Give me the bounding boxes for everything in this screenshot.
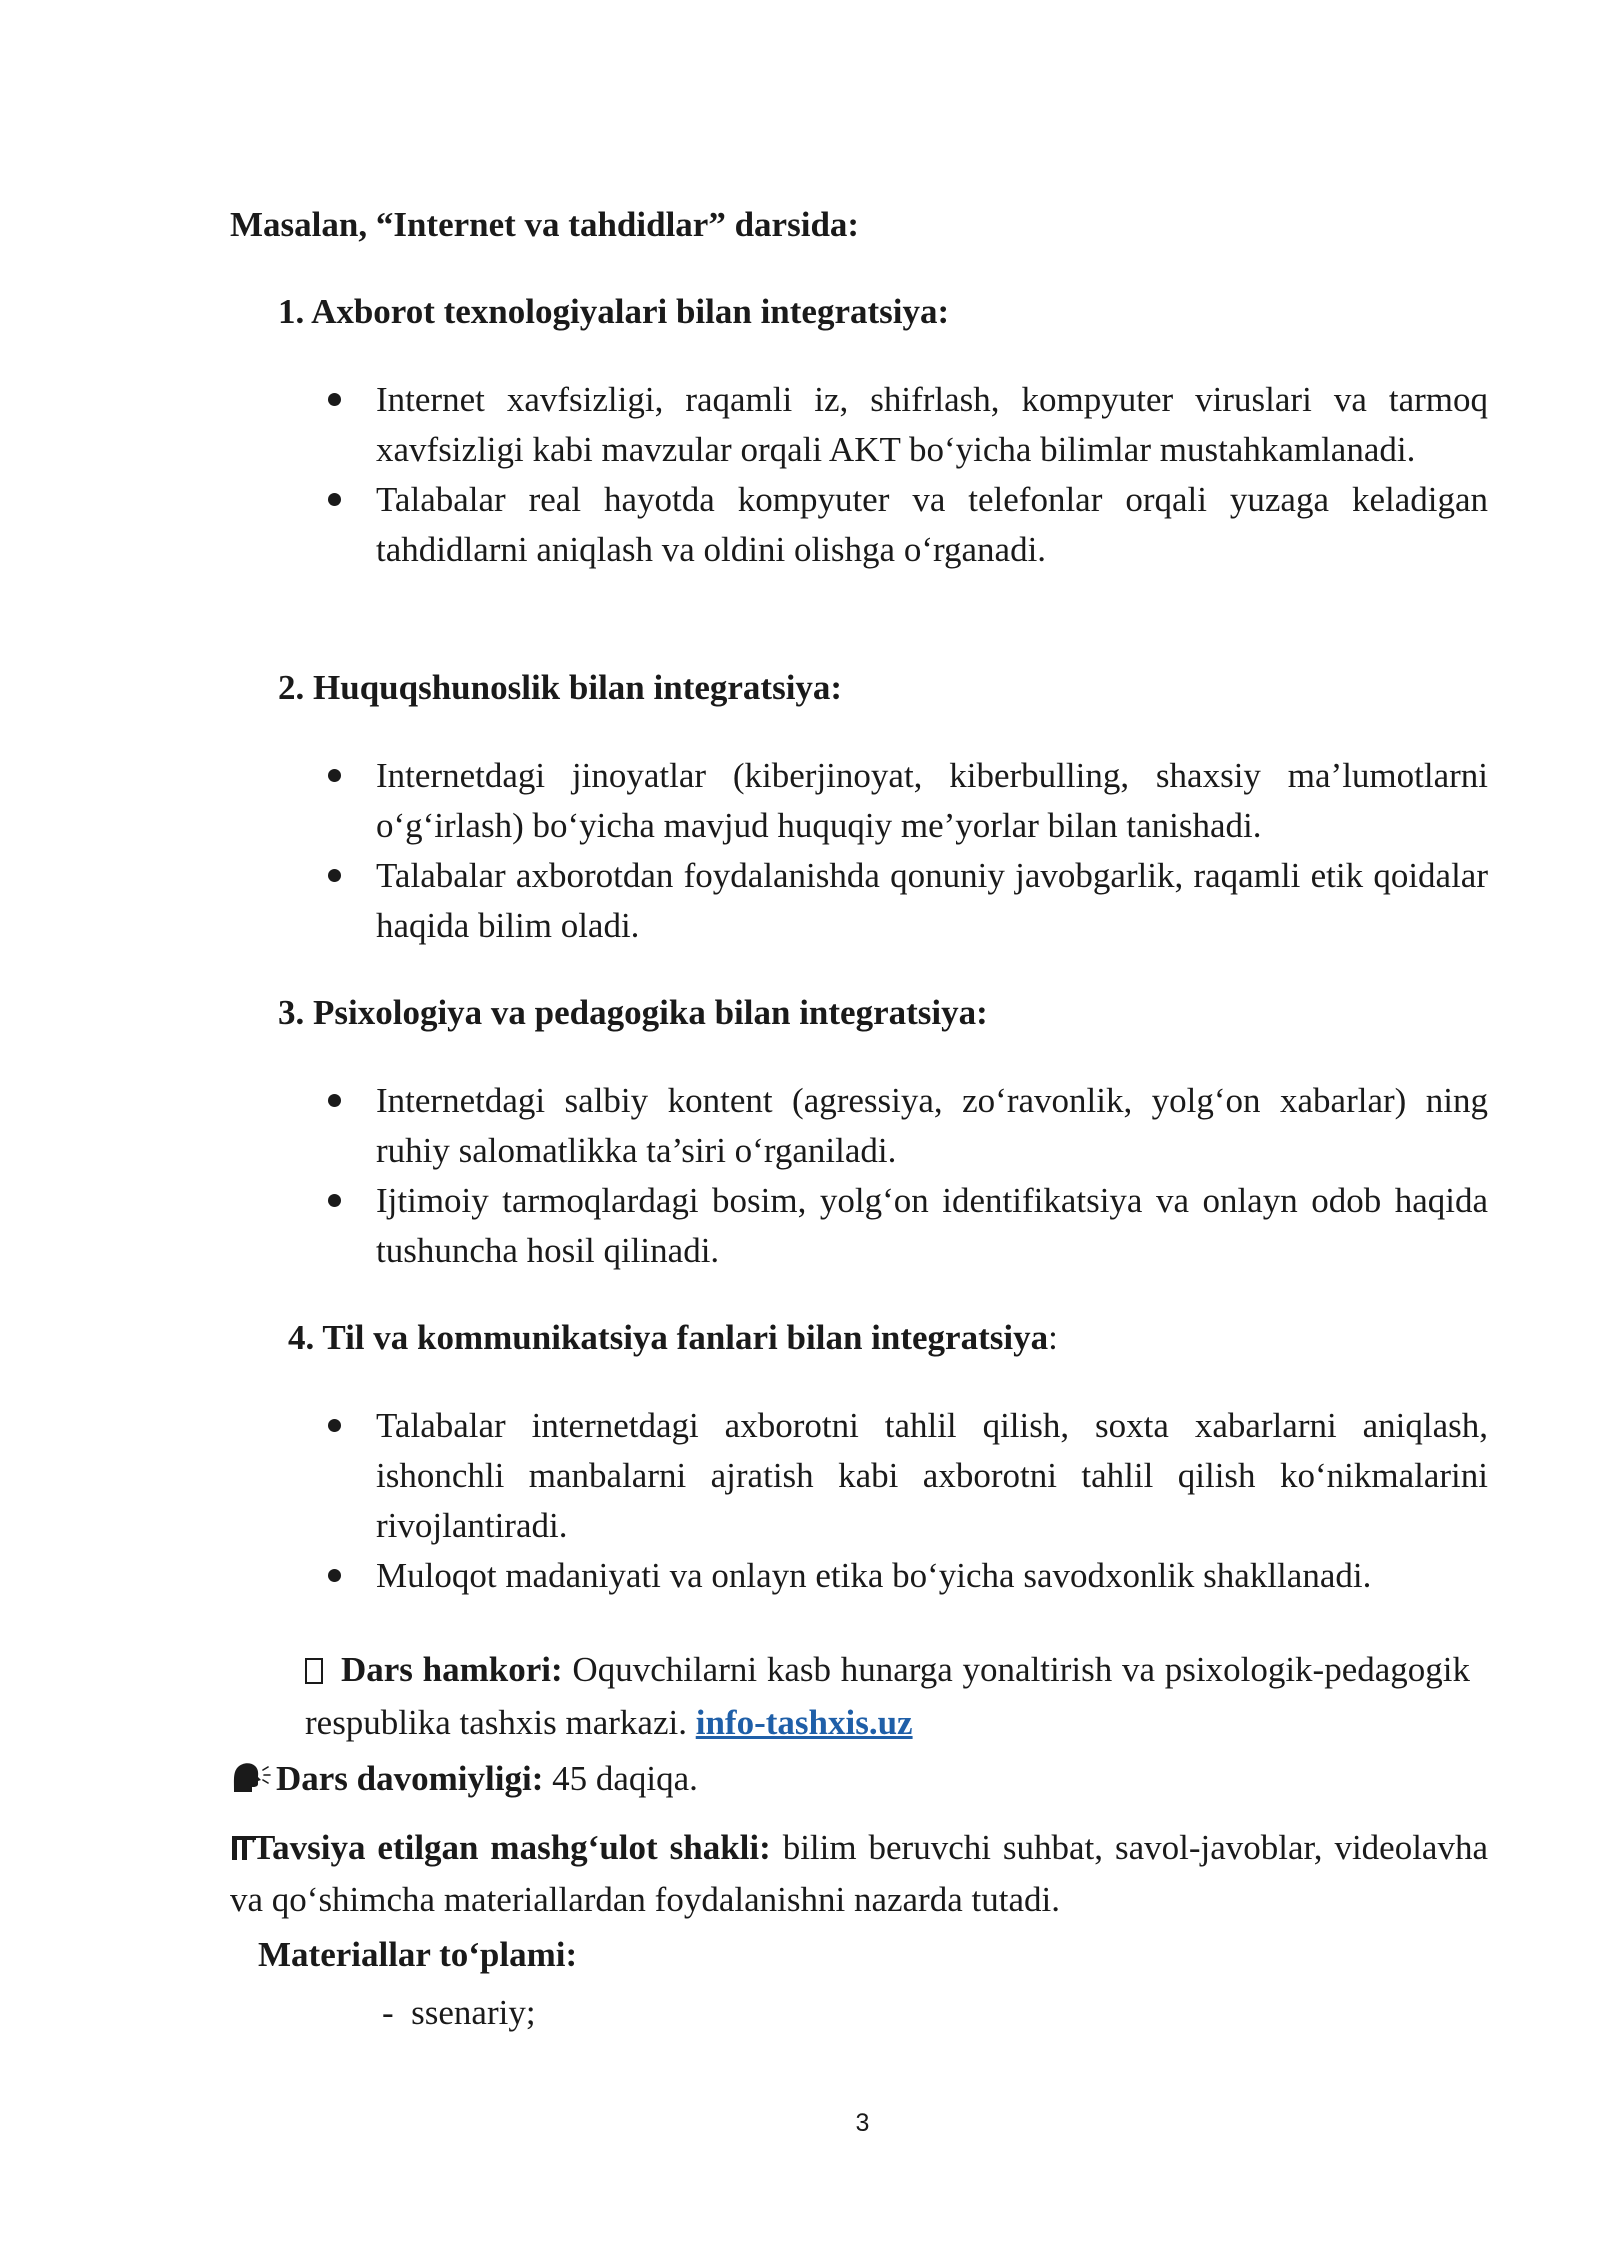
list-item bbox=[230, 1076, 1488, 1176]
materials-heading: Materiallar to‘plami: bbox=[258, 1935, 578, 1974]
section-heading bbox=[230, 1313, 1488, 1363]
section-heading: 2. Huquqshunoslik bilan integratsiya: bbox=[278, 668, 843, 707]
recommended-format bbox=[230, 1822, 1488, 1926]
duration-label: Dars davomiyligi: bbox=[276, 1759, 544, 1798]
section-heading-colon: : bbox=[1048, 1318, 1058, 1357]
list-item bbox=[230, 475, 1488, 575]
bullet-icon bbox=[328, 393, 341, 406]
list-item bbox=[230, 851, 1488, 951]
list-item-text: Muloqot madaniyati va onlayn etika bo‘yicha savodxonlik shakllanadi. bbox=[376, 1556, 1372, 1595]
bullet-icon bbox=[328, 1094, 341, 1107]
section-law-integration bbox=[230, 663, 1488, 951]
section-psychology-integration bbox=[230, 988, 1488, 1276]
list-item-text: Talabalar real hayotda kompyuter va telefonlar orqali yuzaga keladigan tahdidlarni aniqlash va oldini olishga o‘rganadi. bbox=[376, 480, 1488, 569]
materials-list-item bbox=[382, 1988, 536, 2038]
bullet-icon bbox=[328, 1194, 341, 1207]
bullet-list bbox=[230, 1401, 1488, 1601]
list-item-text: Internetdagi salbiy kontent (agressiya, zo‘ravonlik, yolg‘on xabarlar) ning ruhiy salomatlikka ta’siri o‘rganiladi. bbox=[376, 1081, 1488, 1170]
recommend-text: bilim beruvchi suhbat, savol-javoblar, videolavha va qo‘shimcha materiallardan foydalanishni nazarda tutadi. bbox=[230, 1828, 1488, 1919]
bullet-list bbox=[230, 375, 1488, 575]
speaking-head-icon bbox=[230, 1760, 276, 1794]
section-heading-text: 4. Til va kommunikatsiya fanlari bilan integratsiya bbox=[288, 1318, 1049, 1357]
list-item-text: Internetdagi jinoyatlar (kiberjinoyat, kiberbulling, shaxsiy ma’lumotlarni o‘g‘irlash) bo‘yicha mavjud huquqiy me’yorlar bilan tanishadi. bbox=[376, 756, 1488, 845]
partner-label: Dars hamkori: bbox=[341, 1650, 563, 1689]
intro-heading: Masalan, “Internet va tahdidlar” darsida: bbox=[230, 205, 860, 244]
lesson-duration bbox=[230, 1754, 698, 1804]
list-item bbox=[230, 375, 1488, 475]
bullet-list bbox=[230, 751, 1488, 951]
bullet-icon bbox=[328, 769, 341, 782]
page-number: 3 bbox=[855, 2109, 870, 2137]
list-item bbox=[230, 1176, 1488, 1276]
list-item-text: ssenariy; bbox=[411, 1993, 536, 2032]
recommend-label: Tavsiya etilgan mashg‘ulot shakli: bbox=[252, 1828, 771, 1867]
lesson-partner bbox=[305, 1643, 1470, 1749]
bullet-icon bbox=[328, 493, 341, 506]
list-item-text: Internet xavfsizligi, raqamli iz, shifrlash, kompyuter viruslari va tarmoq xavfsizligi kabi mavzular orqali AKT bo‘yicha bilimlar mustahkamlanadi. bbox=[376, 380, 1488, 469]
bullet-icon bbox=[328, 1569, 341, 1582]
section-language-integration bbox=[230, 1313, 1488, 1601]
list-dash: - bbox=[382, 1993, 394, 2032]
list-item bbox=[230, 1551, 1488, 1601]
missing-glyph-icon bbox=[305, 1658, 323, 1684]
list-item bbox=[230, 1401, 1488, 1551]
section-ict-integration bbox=[230, 287, 1488, 575]
bullet-icon bbox=[328, 869, 341, 882]
list-item-text: Talabalar axborotdan foydalanishda qonuniy javobgarlik, raqamli etik qoidalar haqida bilim oladi. bbox=[376, 856, 1488, 945]
list-item-text: Ijtimoiy tarmoqlardagi bosim, yolg‘on identifikatsiya va onlayn odob haqida tushuncha hosil qilinadi. bbox=[376, 1181, 1488, 1270]
section-heading: 1. Axborot texnologiyalari bilan integratsiya: bbox=[278, 292, 950, 331]
list-item-text: Talabalar internetdagi axborotni tahlil qilish, soxta xabarlarni aniqlash, ishonchli manbalarni ajratish kabi axborotni tahlil qilish ko‘nikmalarini rivojlantiradi. bbox=[376, 1406, 1488, 1545]
duration-value: 45 daqiqa. bbox=[552, 1759, 698, 1798]
bullet-list bbox=[230, 1076, 1488, 1276]
section-heading: 3. Psixologiya va pedagogika bilan integratsiya: bbox=[278, 993, 988, 1032]
list-item bbox=[230, 751, 1488, 851]
partner-link[interactable]: info-tashxis.uz bbox=[695, 1703, 913, 1742]
partner-text: Oquvchilarni kasb hunarga yonaltirish va psixologik-pedagogik respublika tashxis markazi. bbox=[305, 1650, 1471, 1742]
bullet-icon bbox=[328, 1419, 341, 1432]
